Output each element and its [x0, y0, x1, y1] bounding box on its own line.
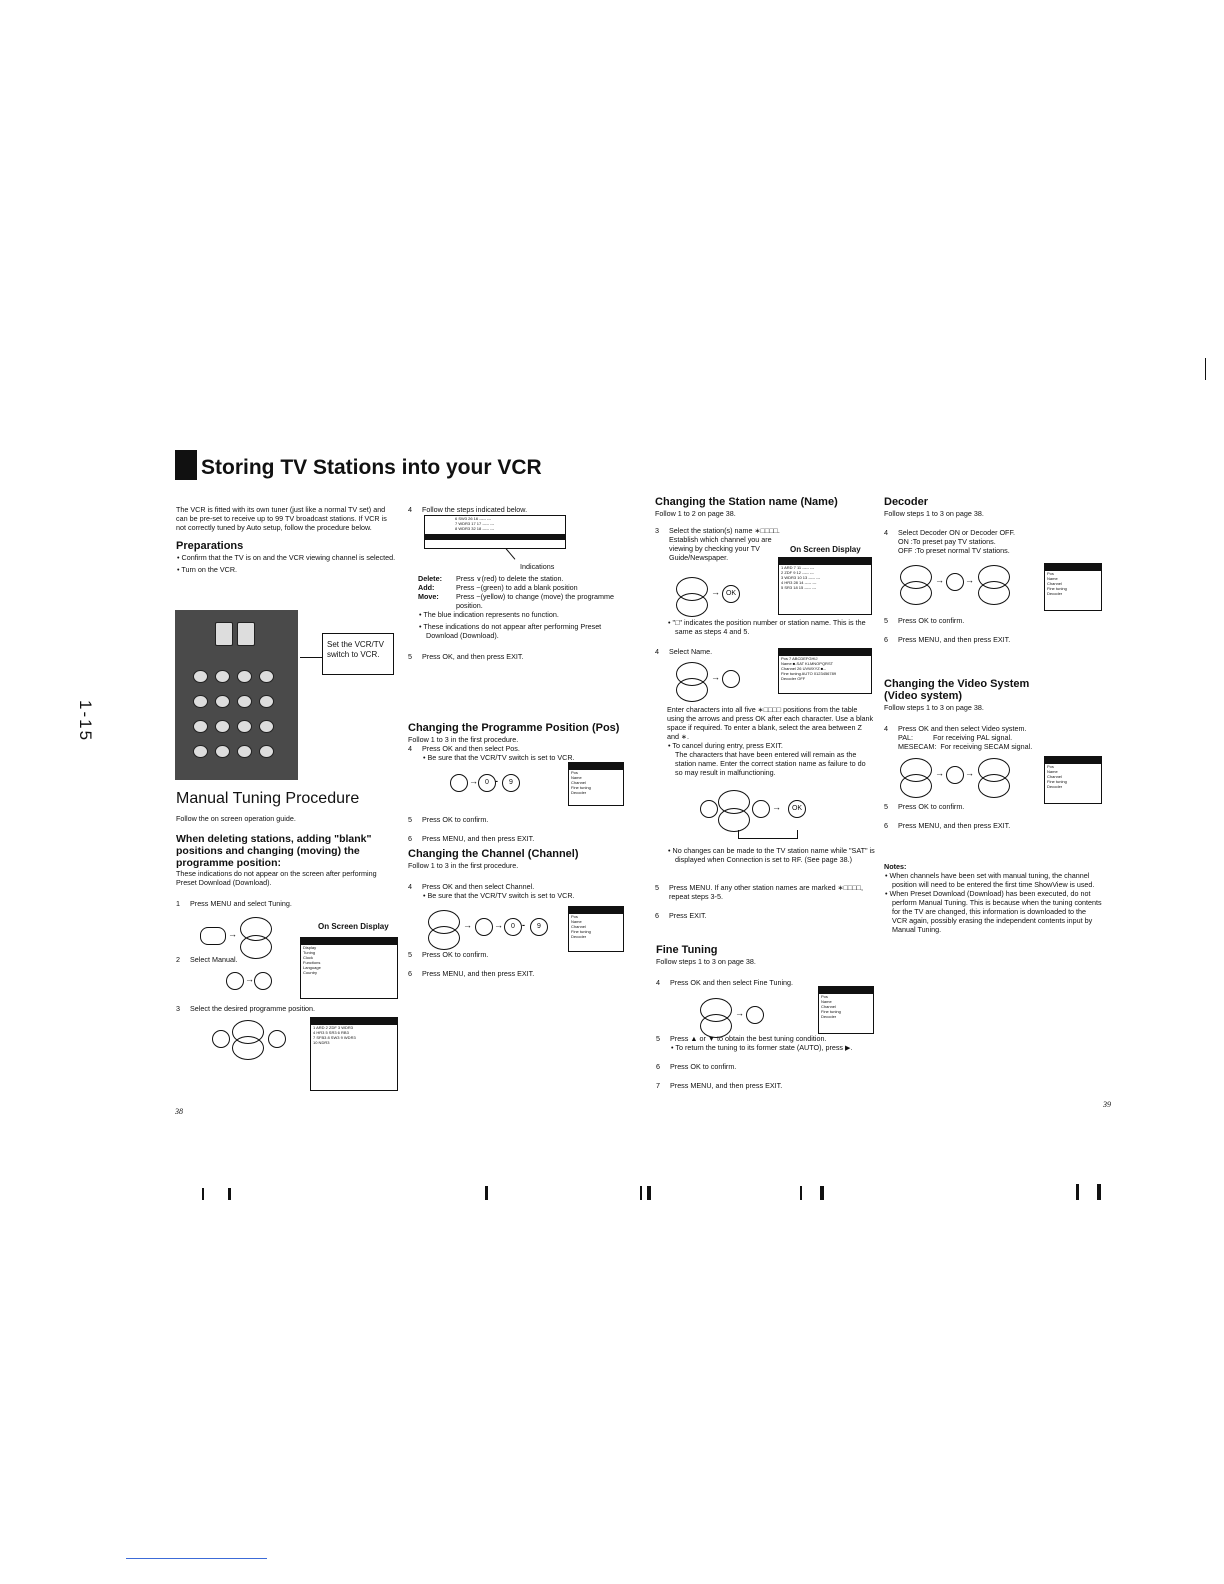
manual-step-3-wrap: [176, 1004, 396, 1017]
osd-label-1: On Screen Display: [318, 922, 389, 931]
name-step-4: 4 Select Name.: [655, 647, 713, 656]
pos-heading: Changing the Programme Position (Pos): [408, 722, 620, 734]
manual-step-2-wrap: [176, 955, 296, 968]
vcr-remote-photo: [175, 610, 298, 780]
channel-step-4: 4 Press OK and then select Channel.: [408, 882, 535, 891]
scan-mark: [647, 1186, 651, 1200]
video-step-6: 6 Press MENU, and then press EXIT.: [884, 821, 1011, 830]
channel-step-5: 5 Press OK to confirm.: [408, 950, 489, 959]
decoder-diagram: → →: [900, 563, 1030, 603]
col2-actions: [418, 574, 633, 643]
osd-tuning-list-screen: 1 ARD 2 ZDF 3 WDR3 4 HR3 5 SR3 6 RB3 7 SFB3 8 SW3 9 WDR3 10 NDR3: [310, 1017, 398, 1091]
manual-tuning-section: [176, 790, 398, 912]
osd-name-list-screen: 1 ARD 7 11 ----- --- 2 ZDF 9 12 ----- --- 3 WDR3 10 13 ----- --- 4 HR3 28 14 ----- --- 5 SR3 18 15 ----- ---: [778, 557, 872, 615]
video-system-diagram: → →: [900, 756, 1030, 796]
name-select-diagram: → OK: [676, 575, 756, 615]
video-system-follow: Follow steps 1 to 3 on page 38.: [884, 703, 984, 712]
bottom-rule: [126, 1558, 267, 1559]
channel-steps-end: [408, 950, 633, 982]
name-step-6: 6 Press EXIT.: [655, 911, 707, 920]
name-bullet-1: • "□" indicates the position number or station name. This is the same as steps 4 and 5.: [668, 618, 866, 636]
osd-label-2: On Screen Display: [790, 545, 861, 554]
manual-tuning-heading: Manual Tuning Procedure: [176, 790, 360, 807]
manual-step-2: 2 Select Manual.: [176, 955, 238, 964]
notes-heading: Notes:: [884, 862, 907, 871]
video-mesecam: MESECAM: For receiving SECAM signal.: [898, 742, 1033, 751]
video-system-heading: Changing the Video System (Video system): [884, 678, 1030, 702]
scan-mark: [1076, 1184, 1079, 1200]
col2-bullet-2: • These indications do not appear after performing Preset Download (Download).: [419, 622, 602, 640]
osd-main-menu-screen: Display Tuning Clock Functions Language Country: [300, 937, 398, 999]
osd-name-entry-screen: Pos 7 ABCDEFGHIJ Name ■-SAT KLMNOPQRST Channel 26 UVWXYZ ■-- Fine tuning AUTO 0123456789 Decoder OFF: [778, 648, 872, 694]
intro-text: The VCR is fitted with its own tuner (just like a normal TV set) and can be pre-set to receive up to 99 TV broadcast stations. If VCR is not correctly tuned by Auto setup, follow the procedure below.: [176, 505, 387, 532]
decoder-section: [884, 496, 1104, 555]
exit-entry-diagram: → OK: [700, 790, 810, 840]
fine-step-5: 5 Press ▲ or ▼ to obtain the best tuning condition.: [656, 1034, 827, 1043]
channel-step-6: 6 Press MENU, and then press EXIT.: [408, 969, 535, 978]
ok-button-icon: [254, 972, 272, 990]
delete-add-move-note: These indications do not appear on the screen after performing Preset Download (Download).: [176, 869, 377, 887]
pos-diagram: → 0 - 9: [450, 772, 530, 796]
right-arrow-button-icon: [226, 972, 244, 990]
video-step-4: 4 Press OK and then select Video system.: [884, 724, 1027, 733]
select-manual-diagram: →: [226, 970, 276, 994]
decoder-step-6: 6 Press MENU, and then press EXIT.: [884, 635, 1011, 644]
name-bullet-3-wrap: [667, 846, 875, 867]
fine-tuning-heading: Fine Tuning: [656, 944, 718, 956]
name-section: [655, 496, 875, 566]
scan-mark: [820, 1186, 824, 1200]
col2-step-4: 4 Follow the steps indicated below.: [408, 505, 528, 514]
video-step-5: 5 Press OK to confirm.: [884, 802, 965, 811]
col2-step-5-wrap: [408, 652, 633, 665]
fine-tuning-diagram: →: [700, 996, 780, 1036]
name-steps-end: [655, 883, 875, 924]
scan-mark: [228, 1188, 231, 1200]
name-step-5: 5 Press MENU. If any other station names are marked ∗□□□□, repeat steps 3-5.: [655, 883, 863, 901]
col2-bullet-1: • The blue indication represents no function.: [419, 610, 559, 619]
name-bullet-1-wrap: [667, 618, 877, 639]
name-heading: Changing the Station name (Name): [655, 496, 838, 508]
pos-section: [408, 722, 633, 765]
indications-screen: 6 SW3 26 16 ----- --- 7 WDR3 17 17 ----- --- 8 WDR3 32 18 ----- ---: [424, 515, 566, 549]
side-page-label: 1-15: [76, 700, 95, 743]
name-enter-instructions: Enter characters into all five ∗□□□□ positions from the table using the arrows and press OK after each character. Use a blank space if required. To enter a blank, select the area between Z and ∗.: [667, 705, 874, 741]
manual-step-1: 1 Press MENU and select Tuning.: [176, 899, 292, 908]
scan-mark: [800, 1186, 802, 1200]
move-row: Move: Press ~(yellow) to change (move) the programme position.: [418, 592, 614, 610]
osd-channel-screen: Pos Name Channel Fine tuning Decoder: [568, 906, 624, 952]
pos-steps-end: [408, 815, 633, 847]
fine-tuning-follow: Follow steps 1 to 3 on page 38.: [656, 957, 756, 966]
decoder-step-5: 5 Press OK to confirm.: [884, 616, 965, 625]
scan-mark: [640, 1186, 642, 1200]
menu-button-icon: [200, 927, 226, 945]
pos-step-5: 5 Press OK to confirm.: [408, 815, 489, 824]
indications-label: Indications: [520, 562, 555, 571]
page-title: [175, 450, 542, 480]
osd-decoder-screen: Pos Name Channel Fine tuning Decoder: [1044, 563, 1102, 611]
name-step-3: 3 Select the station(s) name ∗□□□□. Establish which channel you are viewing by checking your TV Guide/Newspaper.: [655, 526, 780, 562]
video-pal: PAL: For receiving PAL signal.: [898, 733, 1013, 742]
name-follow: Follow 1 to 2 on page 38.: [655, 509, 736, 518]
fine-step-7: 7 Press MENU, and then press EXIT.: [656, 1081, 783, 1090]
note-1: • When channels have been set with manual tuning, the channel position will need to be entered the first time ShowView is used.: [885, 871, 1095, 889]
title-bar-decoration: [175, 450, 197, 480]
manual-tuning-sub: Follow the on screen operation guide.: [176, 814, 296, 823]
pos-step-6: 6 Press MENU, and then press EXIT.: [408, 834, 535, 843]
decoder-follow: Follow steps 1 to 3 on page 38.: [884, 509, 984, 518]
channel-heading: Changing the Channel (Channel): [408, 848, 579, 860]
decoder-off: OFF :To preset normal TV stations.: [898, 546, 1010, 555]
indications-label-wrap: [520, 562, 600, 574]
prep-bullet-2: • Turn on the VCR.: [177, 565, 238, 574]
osd-fine-tuning-screen: Pos Name Channel Fine tuning Decoder: [818, 986, 874, 1034]
name-entry-text: [667, 705, 875, 777]
name-bullet-2: • To cancel during entry, press EXIT.: [668, 741, 783, 750]
decoder-heading: Decoder: [884, 496, 929, 508]
video-steps-end: [884, 802, 1104, 834]
scan-mark: [202, 1188, 204, 1200]
vcr-tv-switch-callout: Set the VCR/TV switch to VCR.: [322, 633, 394, 675]
name-bullet-2-detail: The characters that have been entered will remain as the station name. Enter the correct station name as failure to do so may result in malfunctioning.: [675, 750, 866, 777]
delete-add-move-heading: When deleting stations, adding "blank" positions and changing (moving) the programme position:: [176, 833, 372, 869]
decoder-on: ON :To preset pay TV stations.: [898, 537, 996, 546]
channel-bullet: • Be sure that the VCR/TV switch is set to VCR.: [423, 891, 575, 900]
scan-mark: [485, 1186, 488, 1200]
pos-bullet: • Be sure that the VCR/TV switch is set to VCR.: [423, 753, 575, 762]
page-number-right: 39: [1103, 1100, 1111, 1109]
manual-step-3: 3 Select the desired programme position.: [176, 1004, 316, 1013]
indications-pointer: [506, 548, 516, 559]
callout-pointer: [300, 657, 322, 658]
pos-step-4: 4 Press OK and then select Pos.: [408, 744, 520, 753]
column-1: [176, 505, 396, 577]
decoder-step-4: 4 Select Decoder ON or Decoder OFF.: [884, 528, 1016, 537]
delete-row: Delete: Press ∨(red) to delete the station.: [418, 574, 564, 583]
scan-mark: [1097, 1184, 1101, 1200]
fine-step-4: 4 Press OK and then select Fine Tuning.: [656, 978, 794, 987]
osd-pos-screen: Pos Name Channel Fine tuning Decoder: [568, 762, 624, 806]
preparations-heading: Preparations: [176, 540, 244, 552]
channel-diagram: → → 0 - 9: [428, 908, 558, 948]
page-number-left: 38: [175, 1107, 183, 1116]
programme-select-diagram: [212, 1020, 292, 1060]
page-title-text: Storing TV Stations into your VCR: [201, 456, 542, 479]
prep-bullet-1: • Confirm that the TV is on and the VCR viewing channel is selected.: [177, 553, 396, 562]
scan-mark: [1205, 358, 1206, 380]
pos-follow: Follow 1 to 3 in the first procedure.: [408, 735, 519, 744]
decoder-steps-end: [884, 616, 1104, 648]
fine-bullet: • To return the tuning to its former state (AUTO), press ▶.: [671, 1043, 853, 1052]
osd-video-system-screen: Pos Name Channel Fine tuning Decoder: [1044, 756, 1102, 804]
fine-tuning-section: [656, 944, 876, 991]
note-2: • When Preset Download (Download) has been executed, do not perform Manual Tuning. This is because when the tuning contents for the TV are changed, this information is downloaded to the VCR again, possibly erasing the independent contents input by Manual Tuning.: [885, 889, 1102, 934]
add-row: Add: Press ~(green) to add a blank position: [418, 583, 578, 592]
name-bullet-3: • No changes can be made to the TV station name while "SAT" is displayed when Connection is set to RF. (See page 38.): [668, 846, 875, 864]
channel-follow: Follow 1 to 3 in the first procedure.: [408, 861, 519, 870]
fine-steps-end: [656, 1034, 876, 1094]
fine-step-6: 6 Press OK to confirm.: [656, 1062, 737, 1071]
video-system-section: [884, 678, 1104, 751]
channel-section: [408, 848, 633, 903]
name-entry-diagram: →: [676, 660, 756, 700]
col2-step-5: 5 Press OK, and then press EXIT.: [408, 652, 524, 661]
menu-button-diagram: →: [200, 915, 300, 960]
notes-section: [884, 862, 1102, 934]
